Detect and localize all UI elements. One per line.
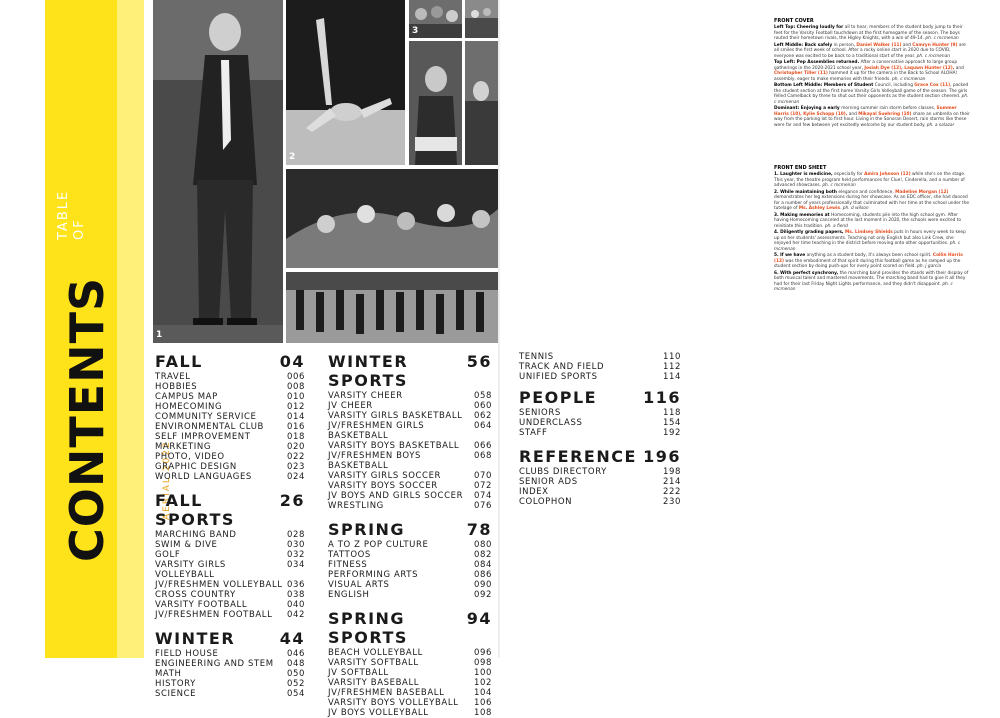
caption-paragraph xyxy=(774,172,972,189)
caption-text: the marching band provides the stands with their display of both musical talent and mastered movements. The marching band had to give it all they had for their last Friday Night Lights performance, and they didn't disappoint. xyxy=(774,270,969,287)
toc-entry xyxy=(328,658,492,668)
toc-entry xyxy=(519,362,681,372)
caption-paragraph xyxy=(774,106,972,128)
caption-lead: Left Top: Cheering loudly for xyxy=(774,25,845,30)
section-title: FALL xyxy=(155,352,203,371)
caption-name: Summer Harris (10), Kylie Schopp (10), xyxy=(774,106,957,117)
photo-credit: ph. a salazar xyxy=(926,122,955,128)
section-heading xyxy=(519,447,681,466)
entry-page: 074 xyxy=(473,491,492,501)
entry-page: 106 xyxy=(473,698,492,708)
photo-credit: ph. d wilson xyxy=(842,206,869,211)
entry-title: TENNIS xyxy=(519,352,554,362)
entry-page: 064 xyxy=(473,421,492,431)
toc-entry xyxy=(155,540,305,550)
entry-title: VARSITY GIRLS BASKETBALL xyxy=(328,411,463,421)
caption-name: Collin Harris (12) xyxy=(774,253,963,264)
entry-title: ENVIRONMENTAL CLUB xyxy=(155,422,264,432)
section-heading xyxy=(155,491,305,529)
photo-5-graphic xyxy=(409,41,462,165)
entry-page: 198 xyxy=(662,467,681,477)
caption-name: Daniel Walker (11) xyxy=(856,42,902,48)
entry-title: WRESTLING xyxy=(328,501,384,511)
toc-entry xyxy=(328,688,492,698)
section-heading xyxy=(328,520,492,539)
section-title: WINTER xyxy=(155,629,236,648)
photo-8-marching-band xyxy=(286,272,498,343)
toc-entry xyxy=(519,372,681,382)
caption-paragraph xyxy=(774,83,972,105)
caption-lead: Left Middle: Back safely xyxy=(774,42,834,48)
section-title: SPRING xyxy=(328,520,406,539)
entry-page: 034 xyxy=(286,560,305,570)
entry-title: HOBBIES xyxy=(155,382,198,392)
entry-title: FITNESS xyxy=(328,560,368,570)
caption-heading: FRONT END SHEET xyxy=(774,165,827,171)
photo-number-1: 1 xyxy=(156,330,163,340)
toc-column-1 xyxy=(155,352,305,699)
photo-2-dancer xyxy=(286,0,405,165)
entry-page: 104 xyxy=(473,688,492,698)
caption-text: are all smiles the first week of school. After a rocky online start in 2020 due to COVID, everyone was excited to be back to a traditional start of the year. xyxy=(774,42,966,59)
entry-page: 052 xyxy=(286,679,305,689)
toc-entry xyxy=(155,392,305,402)
toc-entry xyxy=(519,428,681,438)
entry-page: 036 xyxy=(286,580,305,590)
toc-column-2 xyxy=(328,352,492,718)
section-page: 116 xyxy=(643,388,681,407)
caption-lead: Dominant: Enjoying a early xyxy=(774,106,842,111)
section-heading xyxy=(519,388,681,407)
entry-page: 082 xyxy=(473,550,492,560)
entry-page: 014 xyxy=(286,412,305,422)
section-page: 26 xyxy=(279,491,305,510)
entry-page: 038 xyxy=(286,590,305,600)
photo-credit: ph. c mcmenan xyxy=(774,281,953,292)
toc-entry xyxy=(155,382,305,392)
toc-entry xyxy=(155,560,305,580)
caption-text: share an umbrella on their way from the parking lot to first hour. Living in the Sonoran Desert, rain storms like these were far and few between yet excitedly welcome by our student body. xyxy=(774,111,970,128)
toc-entry xyxy=(155,412,305,422)
photo-5-teacher xyxy=(409,41,462,165)
toc-entry xyxy=(155,472,305,482)
section-heading xyxy=(328,352,492,390)
entry-page: 048 xyxy=(286,659,305,669)
caption-name: Madeline Morgan (12) xyxy=(895,189,949,195)
entry-title: SENIORS xyxy=(519,408,561,418)
section-page: 196 xyxy=(643,447,681,466)
entry-page: 070 xyxy=(473,471,492,481)
caption-lead: 4. Diligently grading papers, xyxy=(774,230,846,235)
toc-entry xyxy=(155,679,305,689)
caption-name: Grace Cox (11) xyxy=(914,83,951,88)
entry-title: MARKETING xyxy=(155,442,212,452)
caption-text: . xyxy=(840,206,843,211)
caption-text: Homecoming, students pile into the high school gym. After having Homecoming canceled at the last moment in 2020, the schools were excited to reinitiate this tradition. xyxy=(774,212,961,229)
photo-1-laughing-man xyxy=(153,0,283,343)
caption-name: Christopher Tiller (11) xyxy=(774,71,828,76)
entry-page: 010 xyxy=(286,392,305,402)
toc-entry xyxy=(328,411,492,421)
toc-entry xyxy=(328,698,492,708)
entry-title: COMMUNITY SERVICE xyxy=(155,412,257,422)
toc-entry xyxy=(519,418,681,428)
toc-entry xyxy=(155,580,305,590)
toc-entry xyxy=(328,648,492,658)
caption-text: elegance and confidence, xyxy=(838,189,896,195)
section-heading xyxy=(155,352,305,371)
entry-page: 100 xyxy=(473,668,492,678)
title-table: TABLE xyxy=(56,189,71,240)
photo-7-homecoming-crowd xyxy=(286,169,498,268)
toc-entry xyxy=(328,471,492,481)
caption-name: Ms. Lindsey Shields xyxy=(845,230,893,235)
entry-page: 076 xyxy=(473,501,492,511)
caption-text: and xyxy=(954,65,964,71)
entry-page: 084 xyxy=(473,560,492,570)
photo-credit: ph. j garcia xyxy=(917,264,942,269)
entry-title: VISUAL ARTS xyxy=(328,580,390,590)
toc-entry xyxy=(328,481,492,491)
entry-title: COLOPHON xyxy=(519,497,573,507)
entry-title: VARSITY GIRLS VOLLEYBALL xyxy=(155,560,226,580)
caption-paragraph xyxy=(774,190,972,212)
entry-title: JV/FRESHMEN VOLLEYBALL xyxy=(155,580,283,590)
toc-entry xyxy=(328,580,492,590)
entry-page: 066 xyxy=(473,441,492,451)
entry-title: INDEX xyxy=(519,487,549,497)
toc-entry xyxy=(328,401,492,411)
photo-credit: ph. c mcmenan xyxy=(925,36,959,41)
caption-paragraph xyxy=(774,60,972,82)
entry-page: 114 xyxy=(662,372,681,382)
caption-text: Council, including xyxy=(874,83,915,88)
toc-entry xyxy=(155,669,305,679)
caption-text: and xyxy=(901,42,913,48)
front-end-sheet-captions xyxy=(774,165,972,294)
title-contents: CONTENTS xyxy=(60,276,114,562)
entry-title: CROSS COUNTRY xyxy=(155,590,236,600)
entry-page: 092 xyxy=(473,590,492,600)
photo-4-stadium xyxy=(465,0,498,38)
section-page: 44 xyxy=(279,629,305,648)
section-page: 04 xyxy=(279,352,305,371)
caption-name: Amira Johnson (12) xyxy=(864,172,911,177)
entry-title: JV/FRESHMEN BOYS BASKETBALL xyxy=(328,451,421,471)
toc-entry xyxy=(155,422,305,432)
entry-title: PERFORMING ARTS xyxy=(328,570,419,580)
caption-lead: Top Left: Pep Assemblies returned. xyxy=(774,60,861,65)
entry-title: TRAVEL xyxy=(155,372,191,382)
entry-title: GRAPHIC DESIGN xyxy=(155,462,237,472)
caption-lead: Bottom Left Middle: Members of Student xyxy=(774,83,875,88)
toc-entry xyxy=(328,668,492,678)
entry-page: 020 xyxy=(286,442,305,452)
toc-entry xyxy=(328,441,492,451)
entry-title: SENIOR ADS xyxy=(519,477,578,487)
entry-title: VARSITY GIRLS SOCCER xyxy=(328,471,442,481)
entry-title: TATTOOS xyxy=(328,550,371,560)
section-title: PEOPLE xyxy=(519,388,598,407)
toc-entry xyxy=(155,462,305,472)
caption-heading: FRONT COVER xyxy=(774,18,814,24)
caption-name: Camryn Hunter (9) xyxy=(912,42,958,48)
section-title: REFERENCE xyxy=(519,447,637,466)
entry-page: 046 xyxy=(286,649,305,659)
caption-paragraph xyxy=(774,213,972,230)
toc-column-3 xyxy=(519,352,681,507)
photo-credit: ph. a fiend xyxy=(824,223,848,229)
photo-number-3: 3 xyxy=(412,26,419,36)
entry-page: 214 xyxy=(662,477,681,487)
entry-title: JV BOYS AND GIRLS SOCCER xyxy=(328,491,464,501)
entry-page: 060 xyxy=(473,401,492,411)
toc-entry xyxy=(519,487,681,497)
entry-page: 028 xyxy=(286,530,305,540)
toc-entry xyxy=(155,689,305,699)
entry-title: VARSITY BOYS VOLLEYBALL xyxy=(328,698,459,708)
photo-credit: ph. c mcmenan xyxy=(774,94,969,105)
entry-page: 054 xyxy=(286,689,305,699)
entry-title: HOMECOMING xyxy=(155,402,223,412)
entry-title: CLUBS DIRECTORY xyxy=(519,467,607,477)
entry-title: MATH xyxy=(155,669,182,679)
toc-entry xyxy=(328,540,492,550)
entry-page: 090 xyxy=(473,580,492,590)
entry-title: JV BOYS VOLLEYBALL xyxy=(328,708,429,718)
photo-6-graphic xyxy=(465,41,498,165)
entry-page: 050 xyxy=(286,669,305,679)
toc-entry xyxy=(155,372,305,382)
toc-entry xyxy=(328,590,492,600)
toc-entry xyxy=(519,408,681,418)
entry-title: STAFF xyxy=(519,428,548,438)
entry-title: A TO Z POP CULTURE xyxy=(328,540,429,550)
photo-credit: ph. c mcmenan xyxy=(774,241,961,252)
entry-title: ENGLISH xyxy=(328,590,370,600)
entry-page: 192 xyxy=(662,428,681,438)
photo-credit: ph. c mcmenan xyxy=(892,76,926,82)
entry-page: 024 xyxy=(286,472,305,482)
entry-page: 108 xyxy=(473,708,492,718)
entry-page: 112 xyxy=(662,362,681,372)
caption-text: morning summer rain storm before classes, xyxy=(841,106,937,111)
toc-continued-entries xyxy=(519,352,681,382)
entry-page: 230 xyxy=(662,497,681,507)
entry-page: 032 xyxy=(286,550,305,560)
caption-lead: 2. While maintaining both xyxy=(774,189,839,195)
caption-text: demonstrates her leg extensions during her showcase. As an EDC officer, she had danced for a number of years professionally that culminated with her time at the school under the tutelage of xyxy=(774,195,970,211)
entry-title: ENGINEERING AND STEM xyxy=(155,659,274,669)
entry-title: GOLF xyxy=(155,550,181,560)
toc-entry xyxy=(328,560,492,570)
entry-page: 030 xyxy=(286,540,305,550)
entry-title: UNIFIED SPORTS xyxy=(519,372,598,382)
entry-page: 102 xyxy=(473,678,492,688)
caption-name: Ms. Ashley Lewis xyxy=(798,206,841,211)
entry-page: 058 xyxy=(473,391,492,401)
caption-text: especially for xyxy=(834,172,865,177)
entry-title: TRACK AND FIELD xyxy=(519,362,605,372)
toc-entry xyxy=(155,432,305,442)
section-title: SPRING SPORTS xyxy=(328,609,408,647)
toc-entry xyxy=(328,570,492,580)
section-page: 94 xyxy=(466,609,492,628)
toc-entry xyxy=(155,402,305,412)
entry-page: 086 xyxy=(473,570,492,580)
section-page: 56 xyxy=(466,352,492,371)
title-of: OF xyxy=(72,218,87,240)
entry-page: 012 xyxy=(286,402,305,412)
photo-1-graphic xyxy=(153,0,283,343)
toc-entry xyxy=(519,352,681,362)
entry-title: VARSITY BOYS BASKETBALL xyxy=(328,441,460,451)
photo-credit: ph. c mcmenan xyxy=(822,183,856,188)
title-aerial-2022: AERIAL 2022 xyxy=(162,440,172,520)
toc-entry xyxy=(328,708,492,718)
entry-page: 023 xyxy=(286,462,305,472)
caption-paragraph xyxy=(774,43,972,60)
entry-title: VARSITY BASEBALL xyxy=(328,678,420,688)
entry-title: PHOTO, VIDEO xyxy=(155,452,225,462)
entry-title: VARSITY CHEER xyxy=(328,391,403,401)
entry-page: 062 xyxy=(473,411,492,421)
toc-entry xyxy=(155,442,305,452)
caption-lead: 1. Laughter is medicine, xyxy=(774,172,835,177)
photo-2-graphic xyxy=(286,0,405,165)
entry-page: 006 xyxy=(286,372,305,382)
caption-paragraph xyxy=(774,253,972,270)
photo-4-graphic xyxy=(465,0,498,38)
photo-8-graphic xyxy=(286,272,498,343)
entry-page: 096 xyxy=(473,648,492,658)
toc-entry xyxy=(155,530,305,540)
entry-page: 154 xyxy=(662,418,681,428)
photo-number-2: 2 xyxy=(289,152,296,162)
caption-paragraph xyxy=(774,271,972,293)
photo-3-students xyxy=(409,0,462,38)
entry-page: 118 xyxy=(662,408,681,418)
toc-entry xyxy=(328,391,492,401)
entry-page: 008 xyxy=(286,382,305,392)
photo-6-pushups xyxy=(465,41,498,165)
entry-title: SCIENCE xyxy=(155,689,197,699)
caption-paragraph xyxy=(774,230,972,252)
toc-entry xyxy=(155,590,305,600)
entry-page: 222 xyxy=(662,487,681,497)
entry-title: SELF IMPROVEMENT xyxy=(155,432,251,442)
caption-text: , packed the student section at the first home Varsity Girls Volleyball game of the season. The girls felled Camelback by three to shut out their opponents as the student section cheered. xyxy=(774,83,969,99)
toc-entry xyxy=(328,550,492,560)
entry-page: 022 xyxy=(286,452,305,462)
toc-entry xyxy=(519,477,681,487)
entry-page: 110 xyxy=(662,352,681,362)
entry-title: JV SOFTBALL xyxy=(328,668,389,678)
section-title: WINTER SPORTS xyxy=(328,352,409,390)
entry-title: MARCHING BAND xyxy=(155,530,237,540)
entry-title: JV CHEER xyxy=(328,401,373,411)
toc-entry xyxy=(328,451,492,471)
section-page: 78 xyxy=(466,520,492,539)
entry-title: VARSITY BOYS SOCCER xyxy=(328,481,438,491)
front-cover-captions xyxy=(774,18,972,129)
caption-text: puts in hours every week to keep up on her students' assessments. Teaching not only English but also Link Crew, she enjoyed her time teaching in the district before moving onto other opportunities. xyxy=(774,230,966,246)
entry-title: UNDERCLASS xyxy=(519,418,583,428)
toc-entry xyxy=(155,550,305,560)
caption-text: hammed it up for the camera in the Back to School ALOHA! assembly, eager to make memories with their friends. xyxy=(774,71,958,82)
entry-title: JV/FRESHMEN FOOTBALL xyxy=(155,610,273,620)
toc-entry xyxy=(519,467,681,477)
caption-name: Josiah Dye (12), Laquwn Hunter (12), xyxy=(864,65,955,71)
entry-title: HISTORY xyxy=(155,679,196,689)
pale-yellow-bar xyxy=(117,0,144,658)
caption-text: and xyxy=(847,111,859,117)
toc-entry xyxy=(328,678,492,688)
entry-title: JV/FRESHMEN BASEBALL xyxy=(328,688,445,698)
section-heading xyxy=(328,609,492,647)
caption-text: all to hear, members of the student body jump to their feet for the Varsity Football touchdown at the first homegame of the season. The boys routed their hometown rivals, the Higley Knights, with a win of 49-14. xyxy=(774,25,963,41)
section-title: FALL SPORTS xyxy=(155,491,235,529)
toc-entry xyxy=(328,501,492,511)
caption-text: in person, xyxy=(833,42,857,48)
entry-title: BEACH VOLLEYBALL xyxy=(328,648,424,658)
entry-page: 040 xyxy=(286,600,305,610)
photo-7-graphic xyxy=(286,169,498,268)
entry-title: JV/FRESHMEN GIRLS BASKETBALL xyxy=(328,421,425,441)
photo-credit: ph. c mcmenan xyxy=(916,53,950,59)
toc-entry xyxy=(155,610,305,620)
caption-text: After a conservative approach to large group gatherings in the 2020-2021 school year, xyxy=(774,60,958,71)
entry-page: 080 xyxy=(473,540,492,550)
caption-lead: 6. With perfect synchrony, xyxy=(774,270,840,276)
toc-entry xyxy=(328,421,492,441)
entry-title: VARSITY SOFTBALL xyxy=(328,658,419,668)
toc-entry xyxy=(519,497,681,507)
entry-page: 018 xyxy=(286,432,305,442)
entry-title: CAMPUS MAP xyxy=(155,392,218,402)
entry-page: 072 xyxy=(473,481,492,491)
caption-lead: 5. If we have xyxy=(774,253,807,258)
entry-page: 016 xyxy=(286,422,305,432)
caption-paragraph xyxy=(774,25,972,42)
entry-page: 042 xyxy=(286,610,305,620)
entry-page: 098 xyxy=(473,658,492,668)
caption-text: while she's on the stage. This year, the theatre program held performances for Clue!, Cinderella, and a number of advanced showcases. xyxy=(774,172,966,188)
section-heading xyxy=(155,629,305,648)
entry-title: FIELD HOUSE xyxy=(155,649,219,659)
toc-entry xyxy=(328,491,492,501)
toc-entry xyxy=(155,600,305,610)
caption-text: anything as a student body, it's always been school spirit. xyxy=(806,253,933,258)
caption-lead: 3. Making memories at xyxy=(774,212,832,218)
entry-title: SWIM & DIVE xyxy=(155,540,218,550)
toc-entry xyxy=(155,452,305,462)
caption-name: Mikayal Suehring (10) xyxy=(858,111,912,117)
toc-entry xyxy=(155,659,305,669)
entry-title: VARSITY FOOTBALL xyxy=(155,600,248,610)
caption-text: was the embodiment of that spirit during this football game as he ramped up the student section by doing push-ups for every point scored on field. xyxy=(774,258,961,269)
entry-title: WORLD LANGUAGES xyxy=(155,472,252,482)
entry-page: 068 xyxy=(473,451,492,461)
